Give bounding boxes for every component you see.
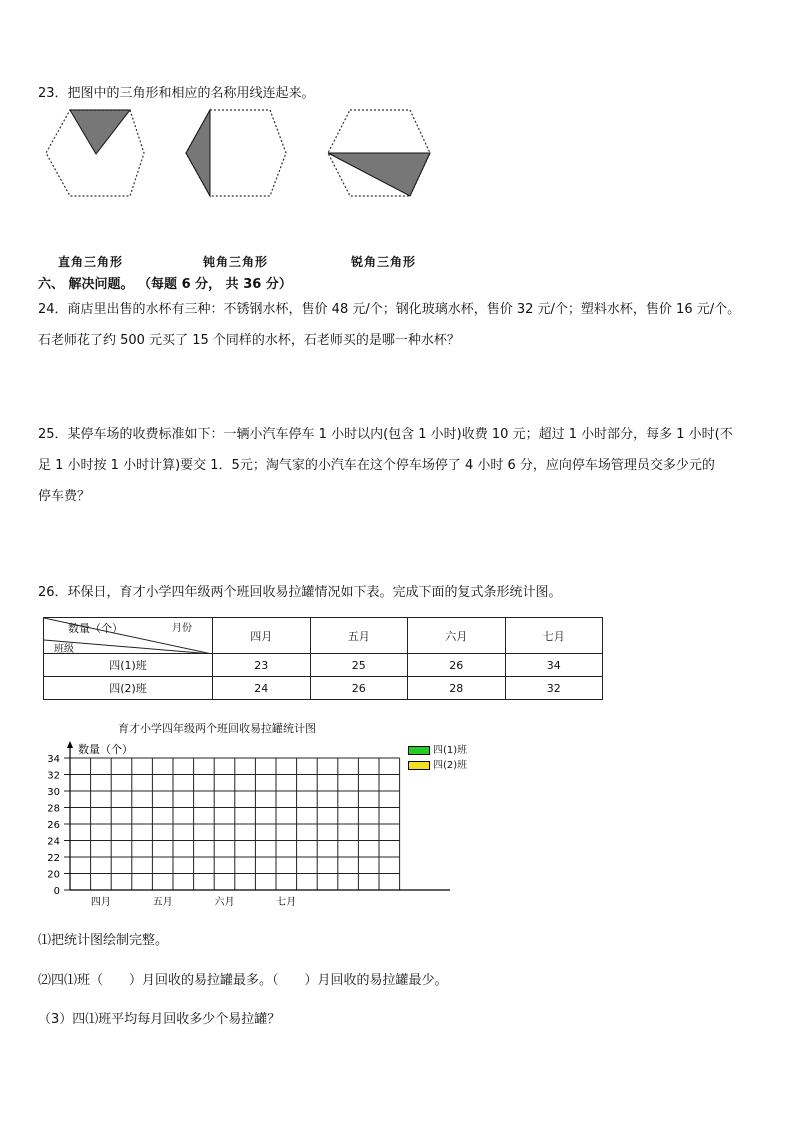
- corner-bottom-label: 班级: [54, 644, 74, 655]
- label-obtuse-triangle: 钝角三角形: [203, 255, 269, 269]
- corner-top-label: 数量（个）: [68, 622, 123, 635]
- y-tick-label: 34: [47, 754, 60, 765]
- table-row: [44, 677, 603, 700]
- table-cell: 23: [213, 654, 311, 677]
- section6-title: 六、 解决问题。 （每题 6 分， 共 36 分）: [38, 277, 292, 292]
- q24: [38, 294, 778, 356]
- q25: [38, 419, 778, 512]
- hexagon-2: [186, 110, 286, 196]
- y-tick-label: 0: [53, 886, 60, 897]
- q26-title: 26．环保日，育才小学四年级两个班回收易拉罐情况如下表。完成下面的复式条形统计图。: [38, 585, 562, 600]
- table-cell: 26: [310, 677, 408, 700]
- table-cell: 25: [310, 654, 408, 677]
- y-tick-label: 30: [47, 787, 60, 798]
- q26-sub3: （3）四⑴班平均每月回收多少个易拉罐？: [38, 1012, 281, 1027]
- table-corner-cell: [44, 618, 213, 654]
- label-right-triangle: 直角三角形: [58, 255, 124, 269]
- table-cell: 28: [408, 677, 506, 700]
- table-cell: 24: [213, 677, 311, 700]
- y-axis-arrow: [67, 741, 73, 748]
- month-header: 五月: [310, 618, 408, 654]
- legend-label: 四(1)班: [433, 745, 468, 756]
- q24-line2: 石老师花了约 500 元买了 15 个同样的水杯，石老师买的是哪一种水杯？: [38, 333, 460, 348]
- q23-title: 23．把图中的三角形和相应的名称用线连起来。: [38, 86, 315, 101]
- month-header: 六月: [408, 618, 506, 654]
- hexagon-1: [46, 110, 144, 196]
- table-cell: 34: [505, 654, 603, 677]
- x-tick-label: 五月: [152, 897, 173, 908]
- month-header: 七月: [505, 618, 603, 654]
- x-tick-label: 四月: [90, 897, 111, 908]
- y-axis-label: 数量（个）: [78, 743, 133, 756]
- y-tick-label: 22: [47, 853, 60, 864]
- q25-line3: 停车费？: [38, 489, 91, 504]
- x-tick-label: 六月: [214, 897, 235, 908]
- label-acute-triangle: 锐角三角形: [351, 255, 417, 269]
- x-tick-label: 七月: [276, 897, 297, 908]
- y-tick-label: 26: [47, 820, 60, 831]
- table-cell: 26: [408, 654, 506, 677]
- legend-label: 四(2)班: [433, 760, 468, 771]
- q25-line2: 足 1 小时按 1 小时计算)要交 1．5元；淘气家的小汽车在这个停车场停了 4 小时 6 分，应向停车场管理员交多少元的: [38, 458, 715, 473]
- q24-line1: 24．商店里出售的水杯有三种：不锈钢水杯，售价 48 元/个；钢化玻璃水杯，售价 32 元/个；塑料水杯，售价 16 元/个。: [38, 302, 741, 317]
- y-tick-label: 20: [47, 869, 60, 881]
- q25-line1: 25．某停车场的收费标准如下：一辆小汽车停车 1 小时以内(包含 1 小时)收费 10 元；超过 1 小时部分，每多 1 小时(不: [38, 427, 733, 442]
- q26-sub2: ⑵四⑴班（ ）月回收的易拉罐最多。（ ）月回收的易拉罐最少。: [38, 973, 448, 988]
- class-name: 四(2)班: [44, 677, 213, 700]
- data-table: [43, 617, 603, 700]
- class-name: 四(1)班: [44, 654, 213, 677]
- table-cell: 32: [505, 677, 603, 700]
- table-row: [44, 654, 603, 677]
- hexagon-figures: [38, 108, 438, 200]
- q26-sub1: ⑴把统计图绘制完整。: [38, 933, 169, 948]
- y-tick-label: 32: [47, 770, 60, 782]
- hexagon-3: [328, 110, 430, 196]
- month-header: 四月: [213, 618, 311, 654]
- corner-right-label: 月份: [172, 623, 192, 634]
- y-tick-label: 24: [47, 836, 60, 848]
- y-tick-label: 28: [47, 803, 60, 815]
- bar-chart: [30, 738, 450, 918]
- chart-title: 育才小学四年级两个班回收易拉罐统计图: [118, 722, 316, 735]
